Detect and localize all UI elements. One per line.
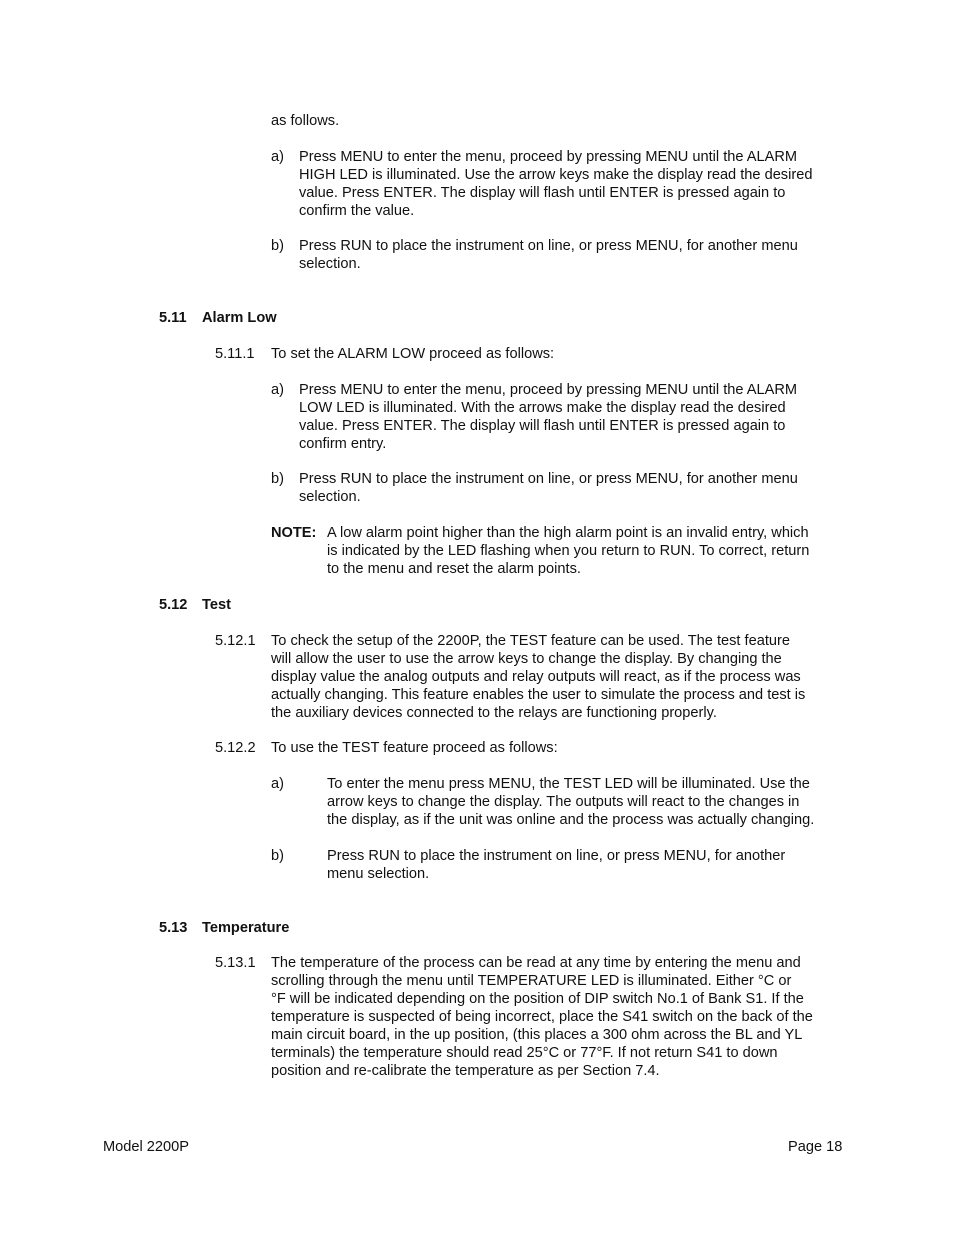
text-line: Press MENU to enter the menu, proceed by pressing MENU until the ALARM <box>299 149 798 165</box>
alarm-high-step-b-text <box>299 237 798 273</box>
subsection-5-12-1-text <box>271 632 805 722</box>
intro-text: as follows. <box>271 113 340 129</box>
footer-page-number: Page 18 <box>788 1139 843 1155</box>
test-step-b-text <box>327 847 785 883</box>
test-step-a-text <box>327 775 814 829</box>
text-line: HIGH LED is illuminated. Use the arrow keys make the display read the desired <box>299 167 813 183</box>
subsection-5-11-1-number: 5.11.1 <box>215 346 255 362</box>
text-line: scrolling through the menu until TEMPERATURE LED is illuminated. Either °C or <box>271 973 792 989</box>
alarm-high-step-a-text <box>299 148 812 220</box>
text-line: confirm entry. <box>299 436 387 452</box>
text-line: value. Press ENTER. The display will flash until ENTER is pressed again to <box>299 418 786 434</box>
text-line: menu selection. <box>327 866 430 882</box>
alarm-low-step-a-text <box>299 381 797 453</box>
note-text <box>327 524 809 578</box>
text-line: Press RUN to place the instrument on line, or press MENU, for another <box>327 848 786 864</box>
subsection-5-12-2-number: 5.12.2 <box>215 740 256 756</box>
section-5-12-title: Test <box>202 597 231 613</box>
section-5-13-number: 5.13 <box>159 920 188 936</box>
subsection-5-12-2-text: To use the TEST feature proceed as follows: <box>271 740 558 756</box>
text-line: the auxiliary devices connected to the relays are functioning properly. <box>271 705 717 721</box>
test-step-a-label: a) <box>271 776 284 792</box>
text-line: Press MENU to enter the menu, proceed by pressing MENU until the ALARM <box>299 382 798 398</box>
alarm-high-step-a-label: a) <box>271 149 284 165</box>
text-line: To check the setup of the 2200P, the TEST feature can be used. The test feature <box>271 633 790 649</box>
text-line: LOW LED is illuminated. With the arrows make the display read the desired <box>299 400 786 416</box>
text-line: selection. <box>299 489 361 505</box>
text-line: Press RUN to place the instrument on line, or press MENU, for another menu <box>299 471 798 487</box>
text-line: terminals) the temperature should read 25°C or 77°F. If not return S41 to down <box>271 1045 778 1061</box>
text-line: to the menu and reset the alarm points. <box>327 561 581 577</box>
alarm-high-step-b-label: b) <box>271 238 284 254</box>
alarm-low-step-b-text <box>299 470 798 506</box>
text-line: To enter the menu press MENU, the TEST LED will be illuminated. Use the <box>327 776 810 792</box>
text-line: position and re-calibrate the temperature as per Section 7.4. <box>271 1063 660 1079</box>
text-line: confirm the value. <box>299 203 415 219</box>
text-line: will allow the user to use the arrow keys to change the display. By changing the <box>271 651 782 667</box>
subsection-5-12-1-number: 5.12.1 <box>215 633 256 649</box>
text-line: °F will be indicated depending on the position of DIP switch No.1 of Bank S1. If the <box>271 991 804 1007</box>
footer-model: Model 2200P <box>103 1139 190 1155</box>
text-line: is indicated by the LED flashing when you return to RUN. To correct, return <box>327 543 810 559</box>
text-line: selection. <box>299 256 361 272</box>
subsection-5-13-1-number: 5.13.1 <box>215 955 256 971</box>
text-line: The temperature of the process can be read at any time by entering the menu and <box>271 955 801 971</box>
note-label: NOTE: <box>271 525 317 541</box>
subsection-5-11-1-text: To set the ALARM LOW proceed as follows: <box>271 346 555 362</box>
text-line: main circuit board, in the up position, (this places a 300 ohm across the BL and YL <box>271 1027 803 1043</box>
test-step-b-label: b) <box>271 848 284 864</box>
text-line: temperature is suspected of being incorrect, place the S41 switch on the back of the <box>271 1009 813 1025</box>
alarm-low-step-b-label: b) <box>271 471 284 487</box>
text-line: display value the analog outputs and relay outputs will react, as if the process was <box>271 669 801 685</box>
subsection-5-13-1-text <box>271 954 813 1080</box>
section-5-12-number: 5.12 <box>159 597 188 613</box>
alarm-low-step-a-label: a) <box>271 382 284 398</box>
section-5-11-title: Alarm Low <box>202 310 277 326</box>
text-line: A low alarm point higher than the high alarm point is an invalid entry, which <box>327 525 809 541</box>
text-line: Press RUN to place the instrument on line, or press MENU, for another menu <box>299 238 798 254</box>
text-line: the display, as if the unit was online and the process was actually changing. <box>327 812 815 828</box>
section-5-13-title: Temperature <box>202 920 290 936</box>
text-line: value. Press ENTER. The display will flash until ENTER is pressed again to <box>299 185 786 201</box>
section-5-11-number: 5.11 <box>159 310 187 326</box>
text-line: arrow keys to change the display. The outputs will react to the changes in <box>327 794 800 810</box>
text-line: actually changing. This feature enables the user to simulate the process and test is <box>271 687 806 703</box>
